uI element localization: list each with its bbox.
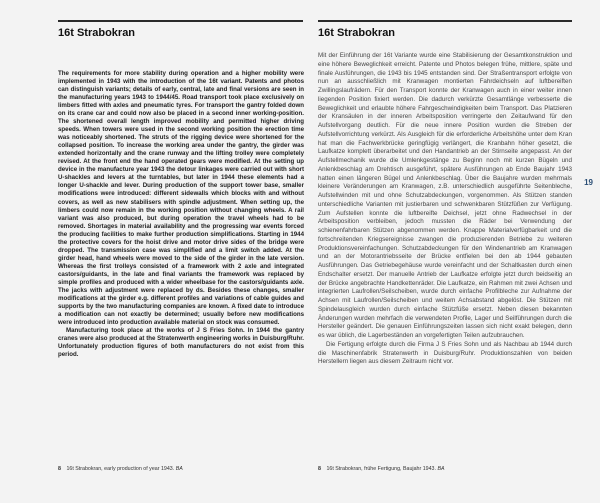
english-caption-text: 16t Strabokran, early production of year 1943.: [66, 466, 175, 472]
german-caption: [318, 466, 445, 472]
german-title: 16t Strabokran: [318, 27, 396, 39]
german-caption-text: 16t Strabokran, frühe Fertigung, Baujahr 1943.: [326, 466, 436, 472]
german-caption-credit: BA: [437, 466, 445, 472]
english-title: 16t Strabokran: [58, 27, 136, 39]
english-caption-credit: BA: [175, 466, 183, 472]
german-paragraph-1: Mit der Einführung der 16t Variante wurde eine Stabilisierung der Gesamtkonstruktion und eine höhere Beweglichkeit erreicht. Patente und Photos belegen frühe, mittlere, späte und finale Ausführungen, die 1943 bis 1945 entstanden sind. Der Straßentransport erfolgte von nun an ausschließlich mit Kranwagen montierten Fahrdeichseln auf luftbereiften Zwillingslaufrädern. Für den Transport konnte der Kranwagen auch in einer weiter innen liegenden Position fixiert werden. Die dadurch verkürzte Gesamtlänge verbesserte die Beweglichkeit und erlaubte höhere Fahrgeschwindigkeiten beim Transport. Das Platzieren der Kransäulen in der inneren Arbeitsposition verringerte den Zeitaufwand für den Aufstellvorgang deutlich. Für die neue innere Position wurden die Streben der Aufstellvorrichtung verkürzt. Als Ausgleich für die erforderliche Arbeitshöhe unter dem Kran hat man die Fachwerkbrücke geringfügig verlängert, die Kranbahn höher gesetzt, die Laufkatze komplett überarbeitet und den Handantrieb an der Stirnseite angepasst. An der Aufstellmechanik wurde die Umlenkgestänge zu Beginn noch mit kurzen Bügeln und Anlenkbeschlag am Drehtisch ausgeführt, spätere Ausführungen ab Ende Baujahr 1943 hatten einen längeren Bügel und Anlenkbeschlag. Über die Baujahre wurden mehrmals kleinere Veränderungen am Kranwagen, z.B. unterschiedlich ausgeführte Seitenbleche, Aufstellwinden mit und ohne Schutzabdeckungen, vorgenommen. Als Stützen standen unterschiedliche Varianten mit justierbaren und schwenkbaren Stützfüßen zur Verfügung. Zum Aufstellen konnte die luftbereifte Deichsel, jetzt ohne Radwechsel in der Arbeitsposition verbleiben, jedoch mussten die Räder bei Verwendung der schienenfahrbaren Stützen abgenommen werden. Knappe Materialverfügbarkeit und die fortschreitenden Kriegsereignisse zwangen die produzierenden Betriebe zu weiteren Produktionsvereinfachungen. Schutzabdeckungen für den Windenantrieb am Kranwagen und an der Motorantriebsseite der Brücke entfielen bei den ab 1944 gebauten Ausführungen. Das Getriebegehäuse wurde vereinfacht und der Schaltkasten durch einen Endschalter ersetzt. Der manuelle Antrieb der Laufkatze erfolgte jetzt durch beidseitig an der Brücke angebrachte Handkettenräder. Die Laufkatze, ein Rahmen mit zwei Achsen und integrierten Laufrollen/Seilscheiben, wurde durch einfache Profilbleche zur Aufnahme der Achsen mit Laufrollen/Seilscheiben und weitem Achsabstand abgelöst. Die Stützen mit Spindelausgleich wurden durch einfache Stützfüße ersetzt. Neben diesen bekannten Änderungen wurden mehrfach die verwendeten Profile, Lager und Seilführungen durch die Hersteller geändert. Die genauen Einführungszeiten lassen sich nicht exakt belegen, denn es war üblich, die Lagerbeständen an vorgefertigten Teilen aufzubrauchen.: [318, 52, 572, 339]
german-paragraph-2: Die Fertigung erfolgte durch die Firma J S Fries Sohn und als Nachbau ab 1944 durch die Maschinenfabrik Stratenwerth in Duisburg/Ruhr. Produktionszahlen von beiden Herstellern liegen aus diesem Zeitraum nicht vor.: [318, 340, 572, 366]
english-paragraph-1: The requirements for more stability during operation and a higher mobility were implemented in 1943 with the introduction of the 16t variant. Patents and photos can distinguish variants; details of early, central, late and final versions are seen in the manufacturing years 1943 to 1944/45. Road transport took place exclusively on limbers fitted with axles and pneumatic tyres. For transport the gantry folded down on its crane car and could now also be placed in a second inner working-position. The shortened overall length improved mobility and permitted higher driving speeds. When towers were used in the second working position the erection time was noticeably shortened. The struts of the rigging device were shortened for the collapsed position. To increase the working area under the gantry, the girder was extended horizontally and the crane runway and the lifting trolley were completely revised. At the front end the hand operated gears were modified. At the setting up device in the manufacture year 1943 the detour linkages were carried out with short U-shackles and levers at the turntables, but later in 1944 these elements had a longer U-shackle and lever. During production of the support tower base, smaller modifications were introduced: different sidewalls which blocks with and without covers, as well as new stabilisers with spindle adjustment. When setting up, the limbers could now remain in the working position without changing wheels. A rail variant was also produced, but during operation the travel wheels had to be removed. Shortages in material availability and the progressing war events forced the producing facilities to make further production simplifications. Starting in 1944 the protective covers for the hoist drive and motor drive sides of the bridge were dropped. The transmission case was simplified and a limit switch added. At the girder head, hand wheels were moved to the side of the girder in the late version. Whereas the first trolleys consisted of a framework with 2 axle and integrated castors/guidants, in the late and final variants the framework was replaced by simple profiles and produced with a wider wheelbase for the castors/guidants axle. The jacks with adjustment were replaced by ds. Besides these changes, smaller modifications at the girder e.g. different profiles and variations of cable guides and supports by the two manufacturing companies are known. A fixed date to introduce a modification can not exactly be determined; usually before new modifications were introduced into production available material on stock was consumed.: [58, 70, 304, 326]
english-paragraph-2: Manufacturing took place at the works of J S Fries Sohn. In 1944 the gantry cranes were also produced at the Stratenwerth engineering works in Duisburg/Ruhr. Unfortunately production figures of both manufacturers do not exist from this period.: [58, 327, 304, 359]
english-body: [58, 70, 304, 458]
english-caption-number: 8: [58, 466, 61, 472]
german-caption-number: 8: [318, 466, 321, 472]
english-top-rule: [58, 20, 303, 22]
german-body: [318, 52, 572, 458]
page-number: 19: [584, 178, 593, 187]
english-caption: [58, 466, 183, 472]
german-top-rule: [318, 20, 572, 22]
